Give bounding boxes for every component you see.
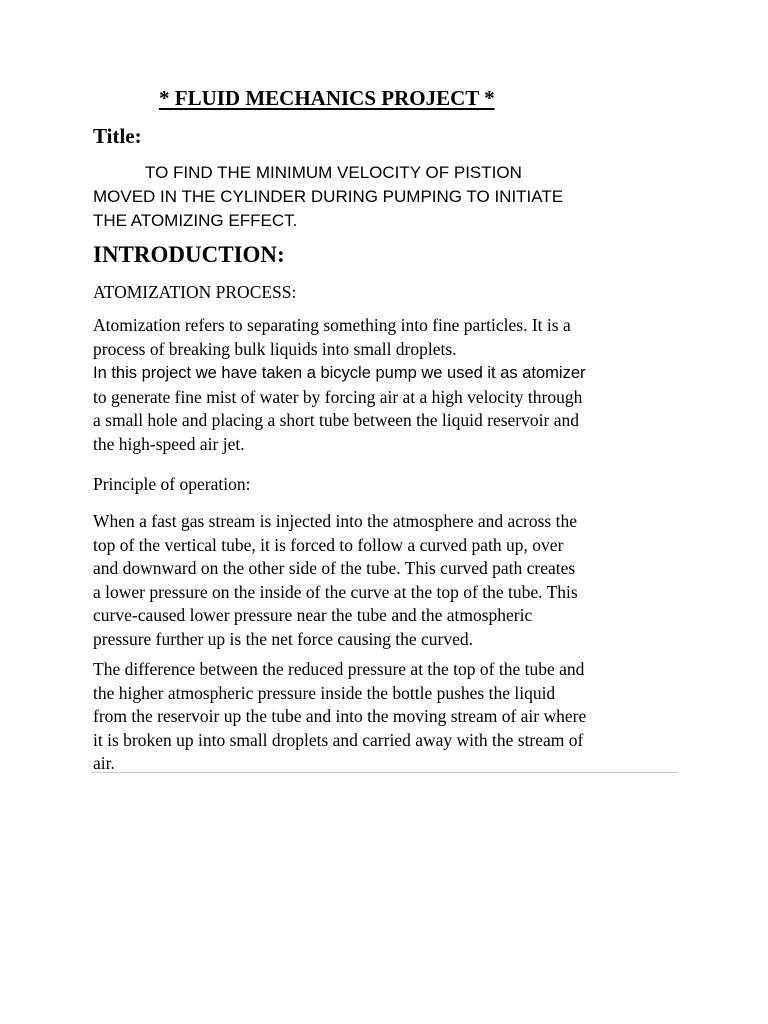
paragraph-line: Atomization refers to separating something into fine particles. It is a <box>93 315 571 335</box>
introduction-heading: INTRODUCTION: <box>93 242 285 267</box>
project-title-line: MOVED IN THE CYLINDER DURING PUMPING TO INITIATE <box>93 187 564 206</box>
paragraph-line: a lower pressure on the inside of the curve at the top of the tube. This <box>93 581 578 602</box>
principle-paragraph <box>93 510 683 651</box>
paragraph-line: The difference between the reduced pressure at the top of the tube and <box>93 659 585 679</box>
paragraph-line: curve-caused lower pressure near the tube and the atmospheric <box>93 605 533 625</box>
paragraph-line: the higher atmospheric pressure inside the bottle pushes the liquid <box>93 682 556 703</box>
paragraph-line: from the reservoir up the tube and into the moving stream of air where <box>93 706 587 726</box>
principle-heading: Principle of operation: <box>93 474 251 494</box>
paragraph-line: When a fast gas stream is injected into the atmosphere and across the <box>93 511 578 531</box>
paragraph-line: top of the vertical tube, it is forced to follow a curved path up, over <box>93 534 564 555</box>
paragraph-line: a small hole and placing a short tube between the liquid reservoir and <box>93 410 579 430</box>
paragraph-line: In this project we have taken a bicycle pump we used it as atomizer <box>93 364 586 382</box>
project-title-line: TO FIND THE MINIMUM VELOCITY OF PISTION <box>145 163 522 182</box>
title-label: Title: <box>93 124 142 148</box>
paragraph-line: air. <box>93 753 115 773</box>
paragraph-line: pressure further up is the net force causing the curved. <box>93 628 473 649</box>
paragraph-line: it is broken up into small droplets and carried away with the stream of <box>93 729 584 750</box>
project-title-text <box>93 161 693 233</box>
atomization-process-heading: ATOMIZATION PROCESS: <box>93 282 297 302</box>
difference-paragraph <box>93 658 683 776</box>
page-divider <box>91 772 678 773</box>
atomization-paragraph <box>93 314 683 456</box>
document-heading: * FLUID MECHANICS PROJECT * <box>159 86 495 110</box>
paragraph-line: process of breaking bulk liquids into small droplets. <box>93 338 457 359</box>
paragraph-line: the high-speed air jet. <box>93 433 245 454</box>
project-title-line: THE ATOMIZING EFFECT. <box>93 211 298 230</box>
paragraph-line: and downward on the other side of the tube. This curved path creates <box>93 558 576 578</box>
paragraph-line: to generate fine mist of water by forcing air at a high velocity through <box>93 386 583 407</box>
